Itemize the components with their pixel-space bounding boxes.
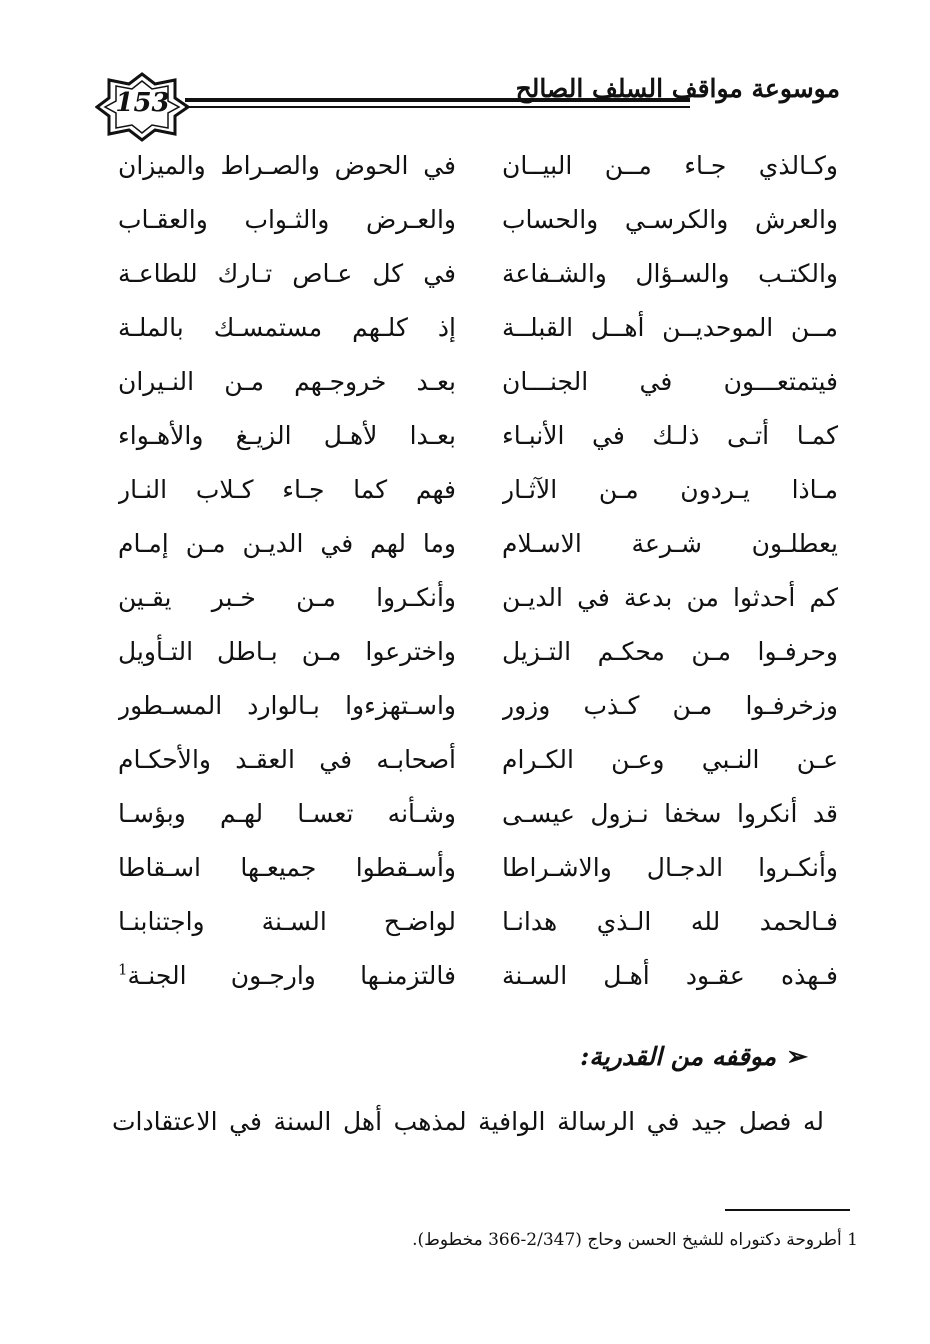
verse-second-hemistich: وما لهم في الديـن مـن إمـام [118,529,456,558]
verse-first-hemistich: فـالحمد لله الـذي هدانـا [502,907,838,936]
verse-first-hemistich: والكتـب والسـؤال والشـفاعة [502,259,838,288]
verse [0,246,930,302]
series-title: موسوعة مواقف السلف الصالح [515,74,840,103]
body-paragraph: له فصل جيد في الرسالة الوافية لمذهب أهل السنة في الاعتقادات [112,1107,824,1136]
verse [0,192,930,248]
verse-first-hemistich: مــن الموحديــن أهــل القبلــة [502,313,838,342]
footnote: 1 أطروحة دكتوراه للشيخ الحسن وحاج (2/347-366 مخطوط). [412,1230,858,1250]
verse-second-hemistich: بعـد خروجـهم مـن النـيران [118,367,456,396]
section-title: موقفه من القدرية: [580,1042,777,1071]
verse-first-hemistich: والعرش والكرسـي والحساب [502,205,838,234]
verse-first-hemistich: وكـالذي جـاء مــن البيــان [502,151,838,180]
verse [0,408,930,464]
verse [0,948,930,1004]
verse [0,894,930,950]
footnote-marker[interactable]: 1 [118,960,128,979]
verse-text: فالتزمنـها وارجـون الجنـة [127,961,456,990]
verse-first-hemistich: وحرفـوا مـن محكـم التـزيل [502,637,838,666]
verse-second-hemistich: وشـأنه تعسـا لهـم وبؤسـا [118,799,456,828]
verse-first-hemistich: كم أحدثوا من بدعة في الديـن [502,583,838,612]
verse-second-hemistich: لواضـح السـنة واجتنابنـا [118,907,456,936]
verse-second-hemistich: في كل عـاص تـارك للطاعـة [118,259,456,288]
verse-first-hemistich: فيتمتعـــون في الجنـــان [502,367,838,396]
verse [0,138,930,194]
page-number: 153 [115,88,170,118]
verse [0,516,930,572]
verse-first-hemistich: يعطلـون شـرعة الاسـلام [502,529,838,558]
verse-first-hemistich: وزخرفـوا مـن كـذب وزور [502,691,838,720]
verse-second-hemistich: وأسـقطوا جميعـها اسـقاطا [118,853,456,882]
verse-second-hemistich: إذ كلـهم مستمسـك بالملـة [118,313,456,342]
verse-first-hemistich: فـهذه عقـود أهـل السـنة [502,961,838,990]
verse [0,300,930,356]
verse-second-hemistich: والعـرض والثـواب والعقـاب [118,205,456,234]
verse [0,786,930,842]
verse-first-hemistich: وأنكـروا الدجـال والاشـراطا [502,853,838,882]
verse-second-hemistich: فهم كما جـاء كـلاب النـار [118,475,456,504]
verse-first-hemistich: قد أنكروا سخفا نـزول عيسـى [502,799,838,828]
verse-second-hemistich [118,948,456,1004]
verse-second-hemistich: بعـدا لأهـل الزيـغ والأهـواء [118,421,456,450]
footnote-separator [725,1209,850,1211]
verse-second-hemistich: أصحابـه في العقـد والأحكـام [118,745,456,774]
verse-first-hemistich: عـن النـبي وعـن الكـرام [502,745,838,774]
verse-second-hemistich: واخترعوا مـن بـاطل التـأويل [118,637,456,666]
arrow-bullet-icon: ➢ [786,1042,808,1072]
verse [0,570,930,626]
verse [0,462,930,518]
verse [0,354,930,410]
verse [0,840,930,896]
page-header [95,72,840,142]
verse [0,678,930,734]
verse [0,732,930,788]
section-heading [480,1042,808,1072]
verse-second-hemistich: وأنكـروا مـن خـبر يقـين [118,583,456,612]
verse-first-hemistich: كمـا أتـى ذلـك في الأنبـاء [502,421,838,450]
page-number-badge [95,72,190,142]
verse-second-hemistich: في الحوض والصـراط والميزان [118,151,456,180]
verse-second-hemistich: واسـتهزءوا بـالوارد المسـطور [118,691,456,720]
verse-first-hemistich: مـاذا يـردون مـن الآثـار [502,475,838,504]
verse [0,624,930,680]
